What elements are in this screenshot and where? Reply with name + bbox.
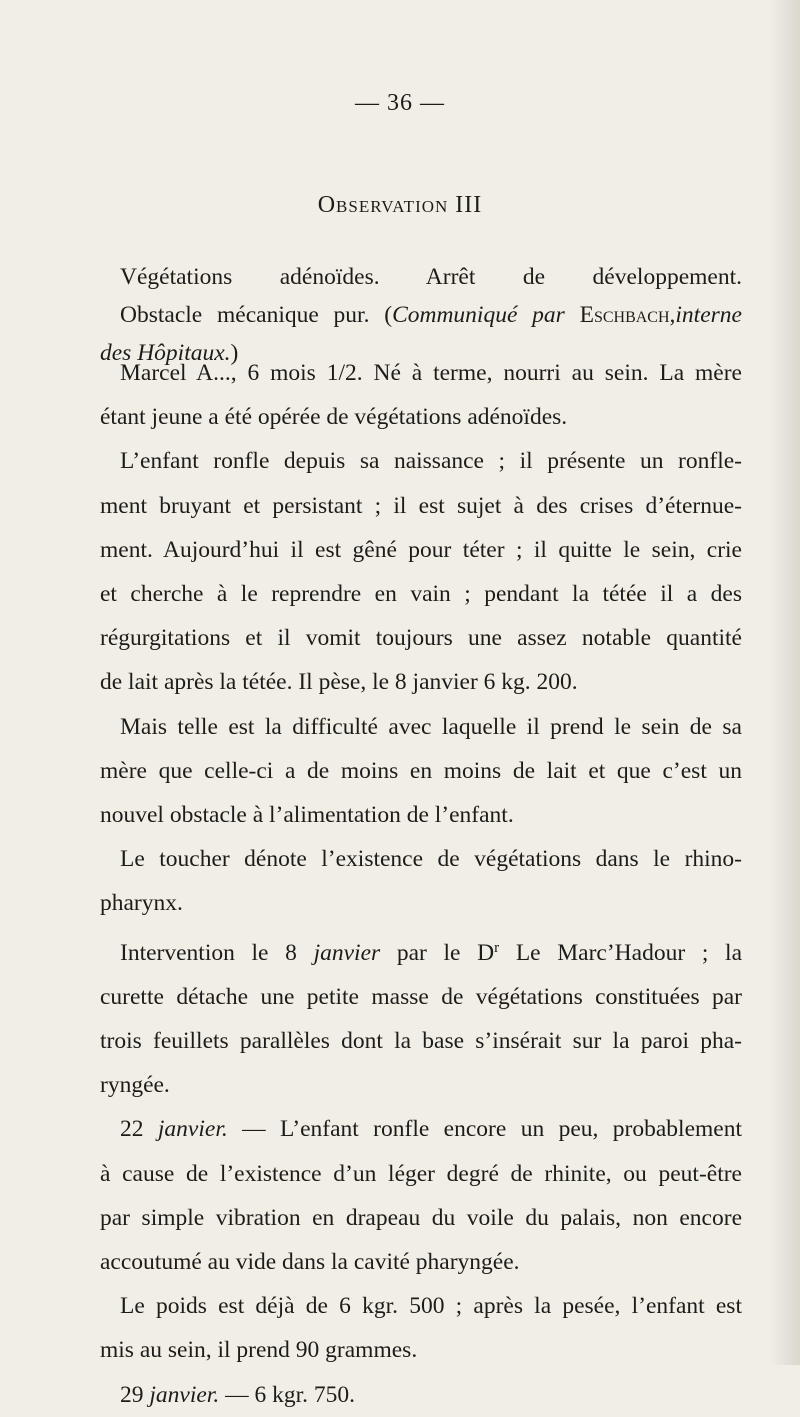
text-line: trois feuillets parallèles dont la base s’insérait sur la paroi pha- [100, 1028, 742, 1055]
text-line: pharynx. [100, 890, 183, 917]
text-line: 22 janvier. — L’enfant ronfle encore un peu, probablement [120, 1116, 743, 1143]
paragraph [100, 837, 742, 925]
text-line: Le toucher dénote l’existence de végétations dans le rhino- [120, 846, 742, 873]
text-line: par simple vibration en drapeau du voile du palais, non encore [100, 1204, 742, 1231]
text-line: nouvel obstacle à l’alimentation de l’enfant. [100, 802, 514, 829]
page-number: — 36 — [355, 90, 445, 116]
text-line: et cherche à le reprendre en vain ; pendant la tétée il a des [100, 581, 742, 608]
paragraph [100, 439, 742, 704]
header-line: Végétations adénoïdes. Arrêt de développement. [120, 264, 742, 290]
observation-title: Observation III [317, 192, 483, 218]
text-line: curette détache une petite masse de végétations constituées par [100, 983, 742, 1010]
text-line: accoutumé au vide dans la cavité pharyngée. [100, 1249, 520, 1276]
observation-body [100, 351, 742, 1417]
paragraph [100, 705, 742, 838]
paragraph [100, 1373, 742, 1417]
paragraph [100, 926, 742, 1108]
text-line: mis au sein, il prend 90 grammes. [100, 1337, 418, 1364]
text-line: à cause de l’existence d’un léger degré de rhinite, ou peut-être [100, 1160, 742, 1187]
header-line: Obstacle mécanique pur. (Communiqué par Eschbach,interne [120, 302, 742, 328]
text-line: Le poids est déjà de 6 kgr. 500 ; après la pesée, l’enfant est [120, 1293, 742, 1320]
text-line: Intervention le 8 janvier par le $D^r$ Le Marc’Hadour ; la [120, 939, 742, 966]
text-line: étant jeune a été opérée de végétations adénoïdes. [100, 404, 568, 431]
text-line: ment. Aujourd’hui il est gêné pour téter ; il quitte le sein, crie [100, 536, 742, 563]
paragraph [100, 1107, 742, 1284]
paragraph [100, 351, 742, 439]
header-line: des Hôpitaux.) [100, 340, 239, 366]
text-line: ment bruyant et persistant ; il est sujet à des crises d’éternue- [100, 492, 742, 519]
text-line: Marcel A..., 6 mois 1/2. Né à terme, nourri au sein. La mère [120, 360, 742, 386]
text-line: L’enfant ronfle depuis sa naissance ; il présente un ronfle- [120, 448, 742, 475]
text-line: mère que celle-ci a de moins en moins de lait et que c’est un [100, 757, 742, 784]
text-line: 29 janvier. — 6 kgr. 750. [120, 1381, 355, 1408]
paragraph [100, 1284, 742, 1372]
text-line: Mais telle est la difficulté avec laquelle il prend le sein de sa [120, 713, 742, 740]
text-line: de lait après la tétée. Il pèse, le 8 janvier 6 kg. 200. [100, 669, 578, 696]
text-line: ryngée. [100, 1072, 170, 1099]
text-line: régurgitations et il vomit toujours une assez notable quantité [100, 625, 742, 652]
